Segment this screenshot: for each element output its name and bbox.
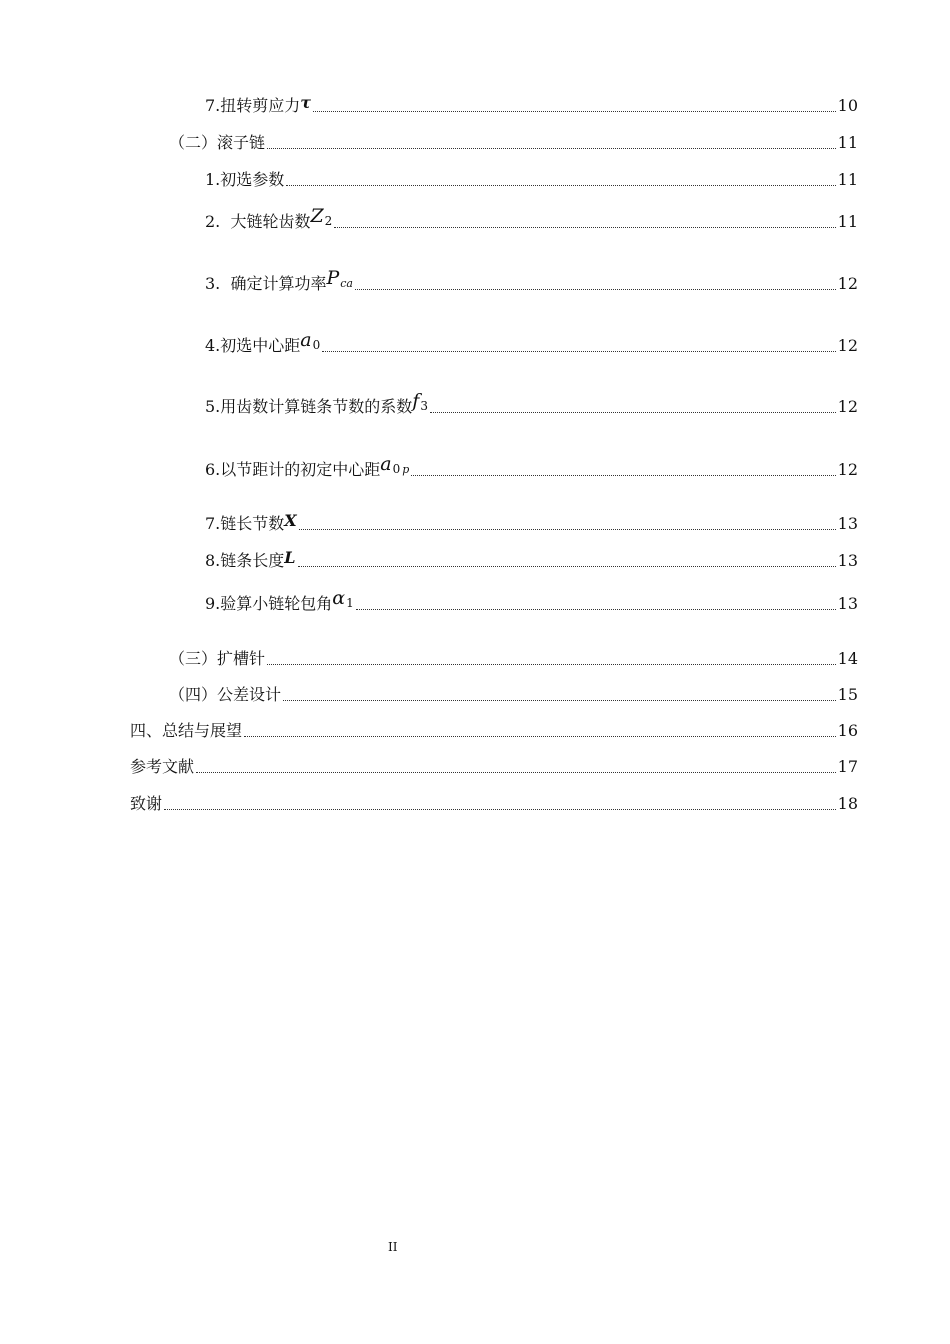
- toc-entry[interactable]: [205, 586, 858, 614]
- toc-page-number: 12: [837, 274, 858, 293]
- a-symbol: a: [300, 329, 312, 351]
- toc-entry-label: 4.初选中心距 a 0: [205, 329, 321, 355]
- l-symbol: L: [284, 548, 296, 567]
- toc-page-number: 11: [837, 133, 858, 152]
- x-symbol: X: [284, 511, 297, 530]
- dot-leader: [164, 809, 836, 810]
- toc-entry-label: （四）公差设计: [169, 685, 282, 704]
- dot-leader: [430, 412, 836, 413]
- dot-leader: [299, 529, 836, 530]
- toc-entry[interactable]: [205, 510, 858, 534]
- toc-entry[interactable]: [169, 681, 858, 705]
- p-symbol: P: [326, 267, 340, 289]
- toc-entry-label: 5.用齿数计算链条节数的系数 f 3: [205, 390, 428, 416]
- a-subscript: 0: [312, 338, 321, 352]
- toc-entry-label: 7.扭转剪应力 τ: [205, 93, 312, 115]
- a0p-subscript-0: 0: [392, 462, 401, 476]
- dot-leader: [283, 700, 836, 701]
- toc-page-number: 14: [837, 649, 858, 668]
- toc-page-number: 11: [837, 212, 858, 231]
- toc-entry-label: 致谢: [130, 794, 163, 813]
- dot-leader: [334, 227, 835, 228]
- dot-leader: [267, 148, 836, 149]
- toc-page-number: 18: [837, 794, 858, 813]
- toc-page-number: 13: [837, 514, 858, 533]
- toc-entry-label: 四、总结与展望: [130, 721, 243, 740]
- toc-page-number: 11: [837, 170, 858, 189]
- toc-entry-label: 2. 大链轮齿数 Z 2: [205, 205, 333, 231]
- toc-entry-label: 6.以节距计的初定中心距 a 0 p: [205, 453, 410, 479]
- a0p-subscript-p: p: [402, 463, 410, 476]
- z-subscript: 2: [324, 214, 333, 228]
- toc-entry[interactable]: [205, 266, 858, 294]
- z-symbol: Z: [310, 205, 324, 227]
- f-symbol: f: [412, 390, 420, 412]
- alpha-subscript: 1: [346, 596, 354, 610]
- dot-leader: [286, 185, 835, 186]
- toc-page-number: 13: [837, 594, 858, 613]
- toc-page-number: 10: [837, 96, 858, 115]
- page-footer-number: II: [388, 1240, 398, 1254]
- dot-leader: [313, 111, 836, 112]
- dot-leader: [298, 566, 836, 567]
- toc-page-number: 15: [837, 685, 858, 704]
- toc-page-number: 12: [837, 336, 858, 355]
- toc-entry-label: 7.链长节数 X: [205, 511, 297, 533]
- toc-entry-label: （三）扩槽针: [169, 649, 266, 668]
- dot-leader: [244, 736, 836, 737]
- toc-entry-label: 3. 确定计算功率 P ca: [205, 267, 353, 293]
- toc-entry-label: 1.初选参数: [205, 170, 285, 189]
- toc-page-number: 16: [837, 721, 858, 740]
- f-subscript: 3: [420, 399, 428, 413]
- toc-entry[interactable]: [130, 790, 858, 814]
- toc-entry-label: （二）滚子链: [169, 133, 266, 152]
- dot-leader: [355, 289, 836, 290]
- toc-page-number: 12: [837, 397, 858, 416]
- toc-entry[interactable]: [205, 547, 858, 571]
- toc-entry[interactable]: [205, 452, 858, 480]
- toc-entry-label: 9.验算小链轮包角 α 1: [205, 587, 354, 613]
- toc-entry[interactable]: [205, 389, 858, 417]
- dot-leader: [411, 475, 835, 476]
- toc-entry[interactable]: [205, 166, 858, 190]
- dot-leader: [267, 664, 836, 665]
- dot-leader: [356, 609, 836, 610]
- dot-leader: [322, 351, 835, 352]
- dot-leader: [196, 772, 836, 773]
- toc-entry[interactable]: [169, 645, 858, 669]
- toc-page-number: 17: [837, 757, 858, 776]
- toc-entry[interactable]: [205, 204, 858, 232]
- toc-page-number: 12: [837, 460, 858, 479]
- toc-entry[interactable]: [130, 717, 858, 741]
- toc-entry[interactable]: [169, 129, 858, 153]
- tau-symbol: τ: [300, 93, 312, 112]
- toc-page-number: 13: [837, 551, 858, 570]
- toc-entry-label: 8.链条长度 L: [205, 548, 296, 570]
- p-subscript: ca: [340, 277, 353, 290]
- toc-entry-label: 参考文献: [130, 757, 195, 776]
- toc-entry[interactable]: [205, 92, 858, 116]
- toc-entry[interactable]: [130, 753, 858, 777]
- toc-entry[interactable]: [205, 328, 858, 356]
- alpha-symbol: α: [332, 587, 346, 609]
- a0p-symbol: a: [380, 453, 392, 475]
